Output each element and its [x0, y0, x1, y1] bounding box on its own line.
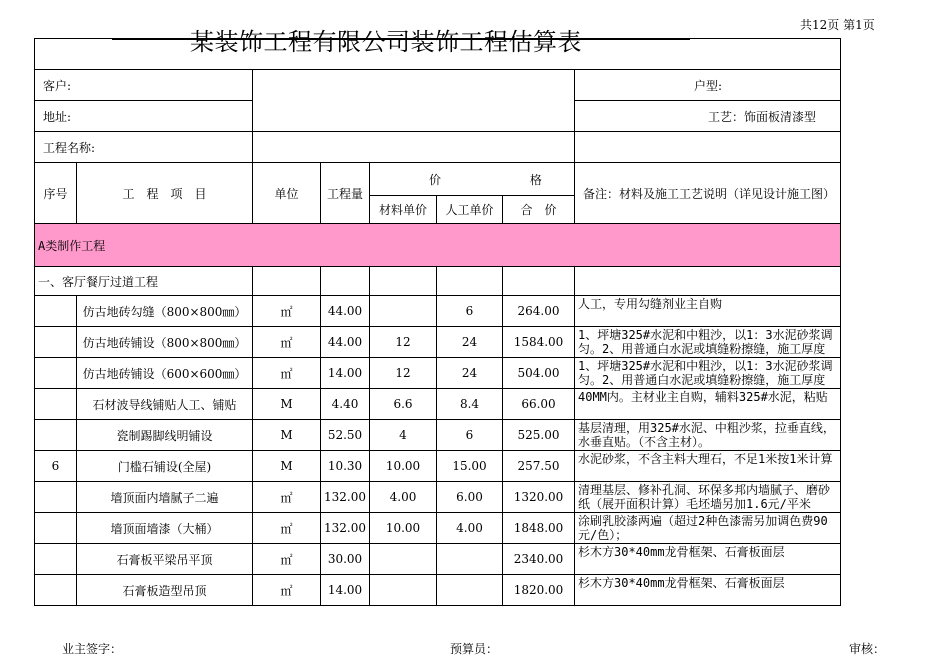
cell-qty: 10.30	[321, 451, 370, 482]
col-price-right: 格	[529, 172, 542, 187]
cell-qty: 44.00	[321, 327, 370, 358]
remark-text: 杉木方30*40mm龙骨框架、石膏板面层	[578, 576, 785, 590]
cell-seq	[35, 482, 77, 513]
cell-unit: M	[253, 420, 321, 451]
cell-unit: ㎡	[253, 296, 321, 327]
col-qty: 工程量	[321, 163, 370, 224]
cell-remark	[575, 544, 841, 575]
cell-material-price: 12	[370, 358, 437, 389]
cell-labor-price: 24	[437, 327, 503, 358]
client-row	[35, 70, 841, 101]
cell-qty: 14.00	[321, 358, 370, 389]
col-seq: 序号	[35, 163, 77, 224]
address-label: 地址:	[35, 101, 253, 132]
cell-material-price: 4	[370, 420, 437, 451]
page-count: 共12页 第1页	[800, 18, 875, 32]
house-type-label: 户型:	[575, 70, 841, 101]
cell-remark	[575, 358, 841, 389]
cell-labor-price: 6	[437, 420, 503, 451]
cell-item: 仿古地砖铺设（800×800㎜）	[77, 327, 253, 358]
cell-remark	[575, 389, 841, 420]
cell-seq	[35, 544, 77, 575]
cell-unit: ㎡	[253, 358, 321, 389]
cell-total: 1320.00	[503, 482, 575, 513]
cell-total: 1820.00	[503, 575, 575, 606]
process-label: 工艺：饰面板清漆型	[575, 101, 841, 132]
cell-material-price	[370, 296, 437, 327]
remark-text: 基层清理，用325#水泥、中粗沙浆，拉垂直线，水垂直贴。（不含主材）。	[578, 421, 835, 449]
cell-labor-price: 24	[437, 358, 503, 389]
cell-unit: M	[253, 389, 321, 420]
cell-material-price	[370, 544, 437, 575]
remark-text: 1、坪塘325#水泥和中粗沙，以1：3水泥砂浆调匀。2、用普通白水泥或填缝粉擦缝，施工厚度	[578, 359, 833, 387]
cell-total: 1848.00	[503, 513, 575, 544]
col-labor-price: 人工单价	[437, 196, 503, 224]
table-row	[35, 358, 841, 389]
cell-unit: ㎡	[253, 575, 321, 606]
table-row	[35, 544, 841, 575]
document-title: 某装饰工程有限公司装饰工程估算表	[190, 28, 582, 56]
category-row	[35, 224, 841, 267]
cell-seq	[35, 389, 77, 420]
item-rows	[35, 296, 841, 606]
cell-seq	[35, 575, 77, 606]
col-material-price: 材料单价	[370, 196, 437, 224]
table-row	[35, 451, 841, 482]
table-row	[35, 296, 841, 327]
project-name-row	[35, 132, 841, 163]
category-a-title: A类制作工程	[35, 224, 841, 267]
cell-seq	[35, 296, 77, 327]
blank-header-row	[35, 39, 841, 70]
cell-remark	[575, 327, 841, 358]
estimator-label: 预算员：	[450, 642, 499, 656]
cell-seq	[35, 420, 77, 451]
remark-text: 人工，专用勾缝剂业主自购	[578, 297, 723, 311]
cell-labor-price: 4.00	[437, 513, 503, 544]
table-row	[35, 482, 841, 513]
table-row	[35, 420, 841, 451]
table-row	[35, 575, 841, 606]
cell-material-price: 12	[370, 327, 437, 358]
estimate-table	[34, 38, 841, 606]
cell-remark	[575, 420, 841, 451]
remark-text: 40MM内。主材业主自购，辅料325#水泥，粘贴	[578, 390, 828, 404]
col-remark: 备注：材料及施工工艺说明（详见设计施工图）	[575, 163, 841, 224]
cell-total: 504.00	[503, 358, 575, 389]
cell-item: 门槛石铺设(全屋)	[77, 451, 253, 482]
cell-item: 仿古地砖勾缝（800×800㎜）	[77, 296, 253, 327]
cell-material-price: 4.00	[370, 482, 437, 513]
cell-item: 墙顶面内墙腻子二遍	[77, 482, 253, 513]
col-item: 工 程 项 目	[77, 163, 253, 224]
cell-item: 石材波导线铺贴人工、铺贴	[77, 389, 253, 420]
cell-unit: ㎡	[253, 513, 321, 544]
owner-signature-label: 业主签字：	[62, 642, 123, 656]
project-name-value[interactable]	[253, 132, 575, 163]
cell-remark	[575, 575, 841, 606]
cell-remark	[575, 482, 841, 513]
table-row	[35, 389, 841, 420]
table-row	[35, 513, 841, 544]
section-row	[35, 267, 841, 296]
cell-total: 257.50	[503, 451, 575, 482]
cell-total: 66.00	[503, 389, 575, 420]
cell-labor-price: 6	[437, 296, 503, 327]
cell-unit: ㎡	[253, 327, 321, 358]
remark-text: 1、坪塘325#水泥和中粗沙，以1：3水泥砂浆调匀。2、用普通白水泥或填缝粉擦缝，施工厚度	[578, 328, 833, 356]
cell-item: 仿古地砖铺设（600×600㎜）	[77, 358, 253, 389]
col-total: 合 价	[503, 196, 575, 224]
col-price-left: 价	[429, 172, 442, 187]
cell-labor-price: 8.4	[437, 389, 503, 420]
cell-qty: 44.00	[321, 296, 370, 327]
cell-total: 264.00	[503, 296, 575, 327]
remark-text: 涂刷乳胶漆两遍（超过2种色漆需另加调色费90元/色）；	[578, 514, 828, 542]
cell-material-price: 10.00	[370, 513, 437, 544]
cell-seq	[35, 358, 77, 389]
col-price-group	[370, 163, 575, 196]
table-row	[35, 327, 841, 358]
remark-text: 杉木方30*40mm龙骨框架、石膏板面层	[578, 545, 785, 559]
cell-seq	[35, 327, 77, 358]
cell-remark	[575, 296, 841, 327]
section-title: 一、客厅餐厅过道工程	[35, 267, 253, 296]
cell-item: 石膏板平梁吊平顶	[77, 544, 253, 575]
client-label: 客户:	[35, 70, 253, 101]
cell-remark	[575, 513, 841, 544]
cell-labor-price: 15.00	[437, 451, 503, 482]
client-address-value[interactable]	[253, 70, 575, 132]
cell-qty: 30.00	[321, 544, 370, 575]
cell-qty: 132.00	[321, 482, 370, 513]
cell-unit: ㎡	[253, 544, 321, 575]
reviewer-label: 审核：	[849, 642, 886, 656]
cell-labor-price	[437, 575, 503, 606]
cell-material-price: 6.6	[370, 389, 437, 420]
cell-qty: 52.50	[321, 420, 370, 451]
column-header-row-1	[35, 163, 841, 196]
cell-qty: 4.40	[321, 389, 370, 420]
cell-total: 2340.00	[503, 544, 575, 575]
cell-labor-price	[437, 544, 503, 575]
remark-text: 清理基层、修补孔洞、环保多邦内墙腻子、磨砂纸（展开面积计算）毛坯墙另加1.6元/平米	[578, 483, 831, 511]
cell-material-price: 10.00	[370, 451, 437, 482]
cell-seq: 6	[35, 451, 77, 482]
cell-remark	[575, 451, 841, 482]
col-unit: 单位	[253, 163, 321, 224]
cell-unit: M	[253, 451, 321, 482]
cell-qty: 132.00	[321, 513, 370, 544]
cell-item: 石膏板造型吊顶	[77, 575, 253, 606]
cell-qty: 14.00	[321, 575, 370, 606]
cell-seq	[35, 513, 77, 544]
cell-total: 1584.00	[503, 327, 575, 358]
cell-item: 瓷制踢脚线明铺设	[77, 420, 253, 451]
cell-material-price	[370, 575, 437, 606]
remark-text: 水泥砂浆，不含主料大理石，不足1米按1米计算	[578, 452, 833, 466]
cell-unit: ㎡	[253, 482, 321, 513]
project-name-label: 工程名称:	[35, 132, 253, 163]
cell-total: 525.00	[503, 420, 575, 451]
cell-labor-price: 6.00	[437, 482, 503, 513]
cell-item: 墙顶面墙漆（大桶）	[77, 513, 253, 544]
